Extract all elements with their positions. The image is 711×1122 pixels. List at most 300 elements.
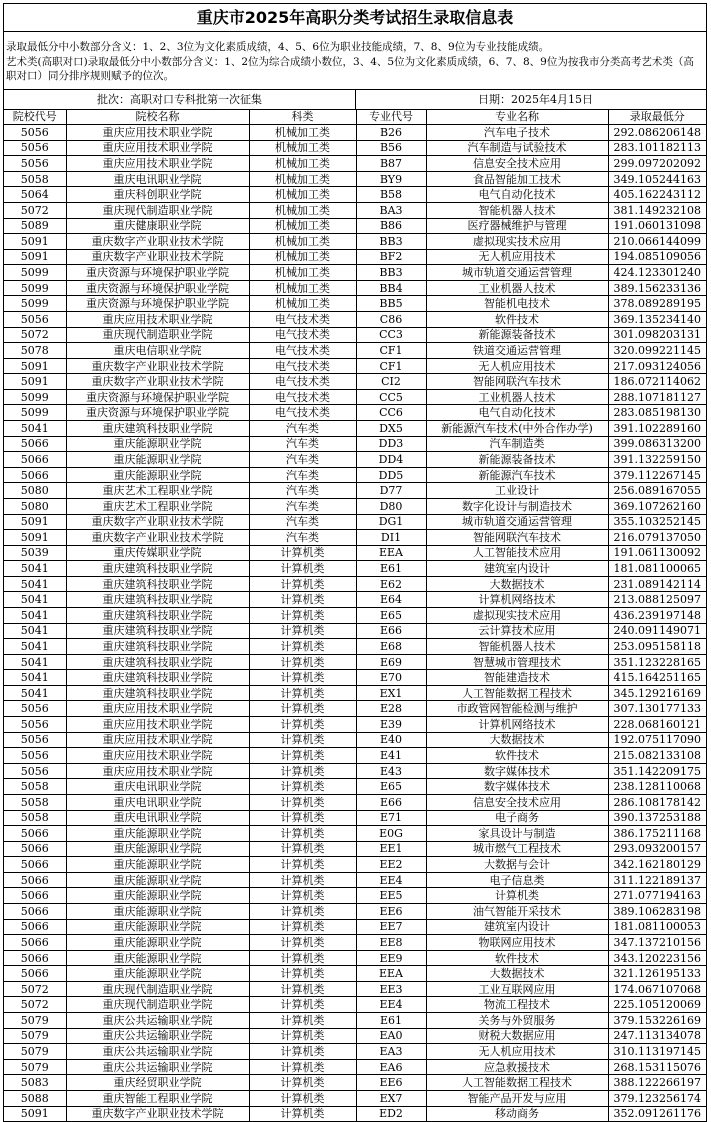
table-row [4, 654, 706, 670]
school-code-cell: 5041 [4, 561, 66, 577]
school-code-cell: 5064 [4, 187, 66, 203]
major-code-cell: DX5 [356, 421, 426, 437]
school-code-cell: 5056 [4, 125, 66, 141]
school-code-cell: 5099 [4, 405, 66, 421]
category-cell: 计算机类 [249, 763, 356, 779]
school-code-cell: 5058 [4, 779, 66, 795]
major-code-cell: CC6 [356, 405, 426, 421]
min-score-cell: 247.113134078 [608, 1028, 706, 1044]
school-name-cell: 重庆公共运输职业学院 [66, 1044, 249, 1060]
major-name-cell: 移动商务 [426, 1106, 608, 1121]
school-code-cell: 5091 [4, 514, 66, 530]
notes-block [4, 32, 706, 90]
major-code-cell: B58 [356, 187, 426, 203]
category-cell: 电气技术类 [249, 405, 356, 421]
school-code-cell: 5066 [4, 841, 66, 857]
major-name-cell: 工业机器人技术 [426, 389, 608, 405]
min-score-cell: 345.129216169 [608, 685, 706, 701]
major-code-cell: EA3 [356, 1044, 426, 1060]
school-code-cell: 5066 [4, 872, 66, 888]
major-name-cell: 数字化设计与制造技术 [426, 498, 608, 514]
school-code-cell: 5066 [4, 857, 66, 873]
category-cell: 计算机类 [249, 794, 356, 810]
school-name-cell: 重庆能源职业学院 [66, 841, 249, 857]
category-cell: 机械加工类 [249, 187, 356, 203]
category-cell: 计算机类 [249, 608, 356, 624]
major-name-cell: 智能网联汽车技术 [426, 374, 608, 390]
major-code-cell: E71 [356, 810, 426, 826]
major-name-cell: 人工智能数据工程技术 [426, 685, 608, 701]
category-cell: 计算机类 [249, 903, 356, 919]
school-name-cell: 重庆资源与环境保护职业学院 [66, 280, 249, 296]
school-name-cell: 重庆数字产业职业技术学院 [66, 530, 249, 546]
table-row [4, 841, 706, 857]
table-row [4, 156, 706, 172]
school-name-cell: 重庆传媒职业学院 [66, 545, 249, 561]
school-name-cell: 重庆现代制造职业学院 [66, 327, 249, 343]
school-code-cell: 5041 [4, 576, 66, 592]
min-score-cell: 301.098203131 [608, 327, 706, 343]
table-header-row [4, 110, 706, 125]
major-code-cell: EE9 [356, 950, 426, 966]
min-score-cell: 292.086206148 [608, 125, 706, 141]
table-row [4, 810, 706, 826]
major-name-cell: 云计算技术应用 [426, 623, 608, 639]
min-score-cell: 228.068160121 [608, 717, 706, 733]
school-name-cell: 重庆电讯职业学院 [66, 171, 249, 187]
major-code-cell: EE5 [356, 888, 426, 904]
major-code-cell: E68 [356, 639, 426, 655]
table-row [4, 545, 706, 561]
table-row [4, 436, 706, 452]
major-code-cell: E61 [356, 561, 426, 577]
school-code-cell: 5091 [4, 234, 66, 250]
major-code-cell: E66 [356, 794, 426, 810]
table-row [4, 608, 706, 624]
school-code-cell: 5041 [4, 592, 66, 608]
category-cell: 汽车类 [249, 498, 356, 514]
note-line: 录取最低分中小数部分含义：1、2、3位为文化素质成绩，4、5、6位为职业技能成绩，7、8、9位为专业技能成绩。 [6, 41, 550, 53]
major-name-cell: 软件技术 [426, 312, 608, 328]
category-cell: 计算机类 [249, 654, 356, 670]
category-cell: 计算机类 [249, 1075, 356, 1091]
category-cell: 计算机类 [249, 670, 356, 686]
major-name-cell: 计算机网络技术 [426, 592, 608, 608]
col-header-min-score: 录取最低分 [608, 110, 706, 125]
major-name-cell: 数字媒体技术 [426, 763, 608, 779]
table-row [4, 576, 706, 592]
school-code-cell: 5080 [4, 483, 66, 499]
school-name-cell: 重庆能源职业学院 [66, 467, 249, 483]
category-cell: 计算机类 [249, 872, 356, 888]
batch-label: 批次：高职对口专科批第一次征集 [4, 90, 356, 109]
school-code-cell: 5056 [4, 156, 66, 172]
min-score-cell: 379.123256174 [608, 1090, 706, 1106]
school-name-cell: 重庆资源与环境保护职业学院 [66, 296, 249, 312]
major-code-cell: DD4 [356, 452, 426, 468]
major-name-cell: 智能产品开发与应用 [426, 1090, 608, 1106]
major-name-cell: 人工智能数据工程技术 [426, 1075, 608, 1091]
major-name-cell: 大数据技术 [426, 576, 608, 592]
school-code-cell: 5091 [4, 249, 66, 265]
school-code-cell: 5066 [4, 903, 66, 919]
school-name-cell: 重庆资源与环境保护职业学院 [66, 389, 249, 405]
category-cell: 机械加工类 [249, 218, 356, 234]
table-row [4, 202, 706, 218]
school-name-cell: 重庆应用技术职业学院 [66, 125, 249, 141]
category-cell: 计算机类 [249, 1059, 356, 1075]
category-cell: 计算机类 [249, 935, 356, 951]
major-name-cell: 医疗器械维护与管理 [426, 218, 608, 234]
school-name-cell: 重庆能源职业学院 [66, 950, 249, 966]
major-code-cell: BB5 [356, 296, 426, 312]
min-score-cell: 225.105120069 [608, 997, 706, 1013]
school-name-cell: 重庆电信职业学院 [66, 343, 249, 359]
table-row [4, 1075, 706, 1091]
min-score-cell: 389.106283198 [608, 903, 706, 919]
min-score-cell: 347.137210156 [608, 935, 706, 951]
school-name-cell: 重庆数字产业职业技术学院 [66, 249, 249, 265]
table-row [4, 140, 706, 156]
major-name-cell: 关务与外贸服务 [426, 1013, 608, 1029]
major-name-cell: 无人机应用技术 [426, 1044, 608, 1060]
major-name-cell: 物联网应用技术 [426, 935, 608, 951]
min-score-cell: 311.122189137 [608, 872, 706, 888]
table-row [4, 919, 706, 935]
major-code-cell: E64 [356, 592, 426, 608]
table-row [4, 514, 706, 530]
major-code-cell: EA6 [356, 1059, 426, 1075]
table-row [4, 872, 706, 888]
school-code-cell: 5066 [4, 888, 66, 904]
category-cell: 计算机类 [249, 841, 356, 857]
min-score-cell: 299.097202092 [608, 156, 706, 172]
school-code-cell: 5091 [4, 358, 66, 374]
major-name-cell: 铁道交通运营管理 [426, 343, 608, 359]
min-score-cell: 307.130177133 [608, 701, 706, 717]
school-code-cell: 5072 [4, 997, 66, 1013]
school-code-cell: 5089 [4, 218, 66, 234]
major-code-cell: BB4 [356, 280, 426, 296]
min-score-cell: 391.102289160 [608, 421, 706, 437]
table-row [4, 498, 706, 514]
major-name-cell: 工业设计 [426, 483, 608, 499]
major-name-cell: 财税大数据应用 [426, 1028, 608, 1044]
school-name-cell: 重庆能源职业学院 [66, 452, 249, 468]
school-code-cell: 5056 [4, 140, 66, 156]
category-cell: 机械加工类 [249, 249, 356, 265]
major-name-cell: 虚拟现实技术应用 [426, 608, 608, 624]
major-name-cell: 建筑室内设计 [426, 919, 608, 935]
category-cell: 计算机类 [249, 576, 356, 592]
school-name-cell: 重庆数字产业职业技术学院 [66, 358, 249, 374]
major-name-cell: 食品智能加工技术 [426, 171, 608, 187]
major-code-cell: E28 [356, 701, 426, 717]
table-row [4, 234, 706, 250]
category-cell: 电气技术类 [249, 389, 356, 405]
major-code-cell: CF1 [356, 358, 426, 374]
min-score-cell: 181.081100065 [608, 561, 706, 577]
school-name-cell: 重庆建筑科技职业学院 [66, 670, 249, 686]
min-score-cell: 310.113197145 [608, 1044, 706, 1060]
min-score-cell: 216.079137050 [608, 530, 706, 546]
major-code-cell: B56 [356, 140, 426, 156]
major-code-cell: EE7 [356, 919, 426, 935]
major-code-cell: B87 [356, 156, 426, 172]
category-cell: 计算机类 [249, 826, 356, 842]
min-score-cell: 381.149232108 [608, 202, 706, 218]
major-code-cell: E0G [356, 826, 426, 842]
major-name-cell: 大数据与会计 [426, 857, 608, 873]
major-name-cell: 软件技术 [426, 950, 608, 966]
category-cell: 机械加工类 [249, 125, 356, 141]
category-cell: 计算机类 [249, 1044, 356, 1060]
school-name-cell: 重庆建筑科技职业学院 [66, 639, 249, 655]
min-score-cell: 320.099221145 [608, 343, 706, 359]
major-code-cell: E41 [356, 748, 426, 764]
min-score-cell: 271.077194163 [608, 888, 706, 904]
page-title: 重庆市2025年高职分类考试招生录取信息表 [4, 4, 706, 32]
table-row [4, 966, 706, 982]
major-name-cell: 城市轨道交通运营管理 [426, 514, 608, 530]
major-code-cell: CI2 [356, 374, 426, 390]
major-name-cell: 建筑室内设计 [426, 561, 608, 577]
school-name-cell: 重庆科创职业学院 [66, 187, 249, 203]
major-code-cell: BF2 [356, 249, 426, 265]
min-score-cell: 390.137253188 [608, 810, 706, 826]
school-name-cell: 重庆能源职业学院 [66, 436, 249, 452]
category-cell: 汽车类 [249, 483, 356, 499]
major-code-cell: ED2 [356, 1106, 426, 1121]
school-name-cell: 重庆电讯职业学院 [66, 794, 249, 810]
category-cell: 计算机类 [249, 748, 356, 764]
min-score-cell: 286.108178142 [608, 794, 706, 810]
table-row [4, 670, 706, 686]
category-cell: 汽车类 [249, 436, 356, 452]
table-row [4, 280, 706, 296]
major-code-cell: DI1 [356, 530, 426, 546]
school-name-cell: 重庆公共运输职业学院 [66, 1059, 249, 1075]
major-name-cell: 智能机器人技术 [426, 639, 608, 655]
major-name-cell: 计算机网络技术 [426, 717, 608, 733]
table-row [4, 903, 706, 919]
major-name-cell: 人工智能技术应用 [426, 545, 608, 561]
min-score-cell: 253.095158118 [608, 639, 706, 655]
school-code-cell: 5058 [4, 810, 66, 826]
min-score-cell: 268.153115076 [608, 1059, 706, 1075]
school-name-cell: 重庆现代制造职业学院 [66, 981, 249, 997]
min-score-cell: 181.081100053 [608, 919, 706, 935]
major-code-cell: EE1 [356, 841, 426, 857]
school-name-cell: 重庆能源职业学院 [66, 935, 249, 951]
school-code-cell: 5079 [4, 1059, 66, 1075]
category-cell: 计算机类 [249, 561, 356, 577]
table-row [4, 1090, 706, 1106]
major-name-cell: 计算机类 [426, 888, 608, 904]
major-code-cell: EX7 [356, 1090, 426, 1106]
category-cell: 机械加工类 [249, 171, 356, 187]
school-name-cell: 重庆建筑科技职业学院 [66, 654, 249, 670]
school-name-cell: 重庆公共运输职业学院 [66, 1013, 249, 1029]
table-row [4, 530, 706, 546]
major-code-cell: E39 [356, 717, 426, 733]
category-cell: 机械加工类 [249, 234, 356, 250]
min-score-cell: 369.135234140 [608, 312, 706, 328]
school-name-cell: 重庆应用技术职业学院 [66, 717, 249, 733]
school-code-cell: 5041 [4, 623, 66, 639]
category-cell: 计算机类 [249, 997, 356, 1013]
min-score-cell: 321.126195133 [608, 966, 706, 982]
col-header-category: 科类 [249, 110, 356, 125]
major-code-cell: E66 [356, 623, 426, 639]
major-name-cell: 信息安全技术应用 [426, 794, 608, 810]
major-code-cell: EA0 [356, 1028, 426, 1044]
school-code-cell: 5091 [4, 374, 66, 390]
min-score-cell: 415.164251165 [608, 670, 706, 686]
table-row [4, 452, 706, 468]
min-score-cell: 288.107181127 [608, 389, 706, 405]
min-score-cell: 424.123301240 [608, 265, 706, 281]
school-code-cell: 5066 [4, 826, 66, 842]
batch-row [4, 90, 706, 110]
school-name-cell: 重庆数字产业职业技术学院 [66, 514, 249, 530]
major-name-cell: 大数据技术 [426, 966, 608, 982]
major-code-cell: EE4 [356, 997, 426, 1013]
min-score-cell: 378.089289195 [608, 296, 706, 312]
major-code-cell: EEA [356, 966, 426, 982]
major-name-cell: 智慧城市管理技术 [426, 654, 608, 670]
major-name-cell: 工业互联网应用 [426, 981, 608, 997]
school-code-cell: 5091 [4, 530, 66, 546]
major-name-cell: 无人机应用技术 [426, 249, 608, 265]
school-name-cell: 重庆应用技术职业学院 [66, 732, 249, 748]
major-name-cell: 软件技术 [426, 748, 608, 764]
school-name-cell: 重庆现代制造职业学院 [66, 202, 249, 218]
table-row [4, 358, 706, 374]
school-name-cell: 重庆建筑科技职业学院 [66, 421, 249, 437]
table-row [4, 296, 706, 312]
school-name-cell: 重庆应用技术职业学院 [66, 156, 249, 172]
table-row [4, 950, 706, 966]
major-name-cell: 电气自动化技术 [426, 187, 608, 203]
school-code-cell: 5083 [4, 1075, 66, 1091]
min-score-cell: 369.107262160 [608, 498, 706, 514]
table-row [4, 467, 706, 483]
school-code-cell: 5072 [4, 981, 66, 997]
min-score-cell: 191.061130092 [608, 545, 706, 561]
major-code-cell: E61 [356, 1013, 426, 1029]
major-code-cell: DG1 [356, 514, 426, 530]
min-score-cell: 352.091261176 [608, 1106, 706, 1121]
school-code-cell: 5041 [4, 670, 66, 686]
school-name-cell: 重庆建筑科技职业学院 [66, 623, 249, 639]
school-code-cell: 5091 [4, 1106, 66, 1121]
min-score-cell: 191.060131098 [608, 218, 706, 234]
table-row [4, 826, 706, 842]
table-row [4, 623, 706, 639]
school-name-cell: 重庆建筑科技职业学院 [66, 592, 249, 608]
school-code-cell: 5041 [4, 421, 66, 437]
major-name-cell: 工业机器人技术 [426, 280, 608, 296]
table-row [4, 1106, 706, 1121]
category-cell: 机械加工类 [249, 202, 356, 218]
table-row [4, 421, 706, 437]
major-code-cell: EE6 [356, 903, 426, 919]
min-score-cell: 210.066144099 [608, 234, 706, 250]
school-name-cell: 重庆能源职业学院 [66, 919, 249, 935]
major-code-cell: E65 [356, 779, 426, 795]
category-cell: 计算机类 [249, 950, 356, 966]
school-code-cell: 5099 [4, 296, 66, 312]
table-row [4, 732, 706, 748]
school-code-cell: 5066 [4, 452, 66, 468]
table-row [4, 125, 706, 141]
major-name-cell: 城市燃气工程技术 [426, 841, 608, 857]
col-header-school-code: 院校代号 [4, 110, 66, 125]
school-name-cell: 重庆能源职业学院 [66, 888, 249, 904]
category-cell: 机械加工类 [249, 140, 356, 156]
major-name-cell: 电气自动化技术 [426, 405, 608, 421]
school-code-cell: 5066 [4, 436, 66, 452]
school-code-cell: 5056 [4, 748, 66, 764]
major-code-cell: BY9 [356, 171, 426, 187]
school-code-cell: 5079 [4, 1028, 66, 1044]
school-name-cell: 重庆艺术工程职业学院 [66, 483, 249, 499]
category-cell: 汽车类 [249, 452, 356, 468]
major-code-cell: EE6 [356, 1075, 426, 1091]
min-score-cell: 391.132259150 [608, 452, 706, 468]
min-score-cell: 238.128110068 [608, 779, 706, 795]
school-code-cell: 5041 [4, 685, 66, 701]
min-score-cell: 405.162243112 [608, 187, 706, 203]
table-row [4, 1059, 706, 1075]
major-name-cell: 信息安全技术应用 [426, 156, 608, 172]
school-name-cell: 重庆数字产业职业技术学院 [66, 374, 249, 390]
table-row [4, 405, 706, 421]
table-row [4, 997, 706, 1013]
category-cell: 计算机类 [249, 779, 356, 795]
table-row [4, 187, 706, 203]
category-cell: 电气技术类 [249, 358, 356, 374]
table-row [4, 701, 706, 717]
category-cell: 计算机类 [249, 623, 356, 639]
school-code-cell: 5088 [4, 1090, 66, 1106]
table-row [4, 327, 706, 343]
table-row [4, 748, 706, 764]
major-code-cell: E40 [356, 732, 426, 748]
major-name-cell: 家具设计与制造 [426, 826, 608, 842]
category-cell: 计算机类 [249, 545, 356, 561]
col-header-major-code: 专业代号 [356, 110, 426, 125]
major-code-cell: DD5 [356, 467, 426, 483]
major-code-cell: E65 [356, 608, 426, 624]
category-cell: 计算机类 [249, 701, 356, 717]
major-code-cell: CC5 [356, 389, 426, 405]
min-score-cell: 215.082133108 [608, 748, 706, 764]
category-cell: 计算机类 [249, 732, 356, 748]
school-code-cell: 5066 [4, 919, 66, 935]
table-row [4, 1013, 706, 1029]
school-code-cell: 5056 [4, 701, 66, 717]
major-name-cell: 应急救援技术 [426, 1059, 608, 1075]
table-row [4, 857, 706, 873]
min-score-cell: 186.072114062 [608, 374, 706, 390]
school-code-cell: 5056 [4, 312, 66, 328]
category-cell: 电气技术类 [249, 343, 356, 359]
school-code-cell: 5058 [4, 794, 66, 810]
min-score-cell: 351.142209175 [608, 763, 706, 779]
table-row [4, 374, 706, 390]
